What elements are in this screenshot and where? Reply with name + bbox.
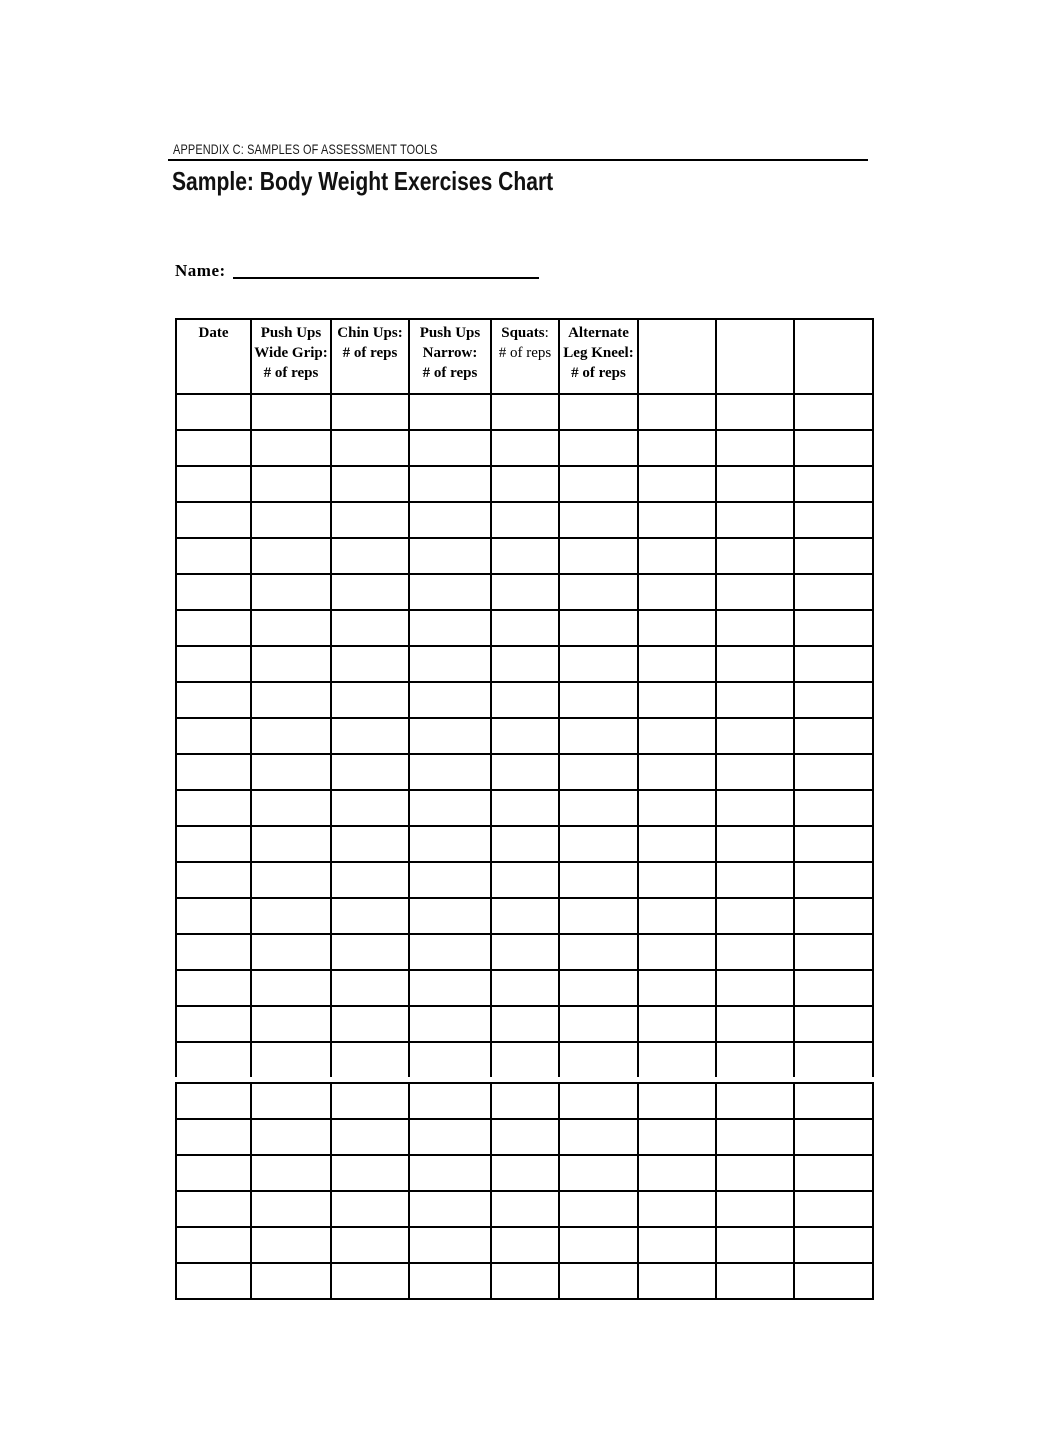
table-cell[interactable] bbox=[176, 1263, 251, 1299]
table-row bbox=[176, 934, 873, 970]
table-row bbox=[176, 1227, 873, 1263]
table-cell[interactable] bbox=[251, 1042, 331, 1077]
table-cell[interactable] bbox=[716, 1042, 794, 1077]
table-cell[interactable] bbox=[716, 502, 794, 538]
table-cell[interactable] bbox=[409, 718, 491, 754]
table-cell[interactable] bbox=[794, 718, 873, 754]
table-cell[interactable] bbox=[559, 934, 638, 970]
table-cell[interactable] bbox=[409, 898, 491, 934]
table-cell[interactable] bbox=[491, 682, 559, 718]
table-cell[interactable] bbox=[559, 1191, 638, 1227]
table-cell[interactable] bbox=[638, 1155, 716, 1191]
table-cell[interactable] bbox=[251, 610, 331, 646]
table-cell[interactable] bbox=[716, 682, 794, 718]
table-cell[interactable] bbox=[794, 646, 873, 682]
table-cell[interactable] bbox=[331, 718, 409, 754]
table-cell[interactable] bbox=[331, 574, 409, 610]
table-cell[interactable] bbox=[251, 430, 331, 466]
table-cell[interactable] bbox=[638, 790, 716, 826]
table-cell[interactable] bbox=[638, 646, 716, 682]
column-header-pushups-narrow bbox=[409, 319, 491, 394]
table-cell[interactable] bbox=[331, 1191, 409, 1227]
table-cell[interactable] bbox=[176, 898, 251, 934]
table-cell[interactable] bbox=[176, 502, 251, 538]
table-cell[interactable] bbox=[559, 898, 638, 934]
table-cell[interactable] bbox=[716, 718, 794, 754]
table-cell[interactable] bbox=[331, 898, 409, 934]
table-row bbox=[176, 754, 873, 790]
table-cell[interactable] bbox=[331, 1119, 409, 1155]
table-cell[interactable] bbox=[794, 1191, 873, 1227]
table-row bbox=[176, 1083, 873, 1119]
table-cell[interactable] bbox=[491, 1155, 559, 1191]
table-cell[interactable] bbox=[638, 934, 716, 970]
table-cell[interactable] bbox=[794, 574, 873, 610]
table-cell[interactable] bbox=[409, 1083, 491, 1119]
table-cell[interactable] bbox=[176, 1191, 251, 1227]
table-cell[interactable] bbox=[638, 1227, 716, 1263]
table-cell[interactable] bbox=[409, 502, 491, 538]
table-cell[interactable] bbox=[794, 862, 873, 898]
table-cell[interactable] bbox=[559, 1042, 638, 1077]
table-cell[interactable] bbox=[176, 538, 251, 574]
table-cell[interactable] bbox=[176, 682, 251, 718]
table-cell[interactable] bbox=[409, 790, 491, 826]
header-text: # of reps bbox=[571, 365, 626, 381]
table-cell[interactable] bbox=[176, 718, 251, 754]
table-cell[interactable] bbox=[331, 610, 409, 646]
page-title: Sample: Body Weight Exercises Chart bbox=[172, 166, 554, 196]
table-row bbox=[176, 790, 873, 826]
table-row bbox=[176, 538, 873, 574]
table-cell[interactable] bbox=[491, 826, 559, 862]
table-cell[interactable] bbox=[176, 862, 251, 898]
table-row bbox=[176, 826, 873, 862]
table-cell[interactable] bbox=[409, 682, 491, 718]
table-cell[interactable] bbox=[559, 1083, 638, 1119]
table-row bbox=[176, 1042, 873, 1077]
table-cell[interactable] bbox=[409, 610, 491, 646]
table-cell[interactable] bbox=[794, 1155, 873, 1191]
table-row bbox=[176, 898, 873, 934]
table-cell[interactable] bbox=[491, 1083, 559, 1119]
column-header-pushups-wide-grip bbox=[251, 319, 331, 394]
table-cell[interactable] bbox=[409, 646, 491, 682]
table-cell[interactable] bbox=[176, 934, 251, 970]
table-cell[interactable] bbox=[251, 1263, 331, 1299]
column-header-chinups bbox=[331, 319, 409, 394]
table-cell[interactable] bbox=[331, 682, 409, 718]
table-cell[interactable] bbox=[716, 754, 794, 790]
header-text: Leg Kneel: bbox=[563, 345, 634, 361]
table-cell[interactable] bbox=[409, 1263, 491, 1299]
table-cell[interactable] bbox=[251, 826, 331, 862]
table-cell[interactable] bbox=[638, 898, 716, 934]
table-row bbox=[176, 430, 873, 466]
table-cell[interactable] bbox=[251, 862, 331, 898]
table-cell[interactable] bbox=[716, 394, 794, 430]
table-cell[interactable] bbox=[331, 754, 409, 790]
table-cell[interactable] bbox=[559, 862, 638, 898]
exercise-chart-table bbox=[175, 318, 874, 1077]
table-cell[interactable] bbox=[559, 1263, 638, 1299]
name-label: Name: bbox=[175, 261, 226, 280]
table-cell[interactable] bbox=[176, 1042, 251, 1077]
table-cell[interactable] bbox=[491, 1191, 559, 1227]
table-cell[interactable] bbox=[176, 466, 251, 502]
table-cell[interactable] bbox=[559, 646, 638, 682]
table-cell[interactable] bbox=[491, 430, 559, 466]
table-cell[interactable] bbox=[251, 1083, 331, 1119]
table-cell[interactable] bbox=[638, 754, 716, 790]
column-header-date bbox=[176, 319, 251, 394]
table-cell[interactable] bbox=[716, 970, 794, 1006]
table-cell[interactable] bbox=[409, 1042, 491, 1077]
table-cell[interactable] bbox=[794, 1227, 873, 1263]
table-cell[interactable] bbox=[409, 1119, 491, 1155]
table-cell[interactable] bbox=[794, 610, 873, 646]
table-row bbox=[176, 610, 873, 646]
table-cell[interactable] bbox=[794, 1263, 873, 1299]
column-header-empty-2 bbox=[716, 319, 794, 394]
table-cell[interactable] bbox=[251, 502, 331, 538]
table-row bbox=[176, 1119, 873, 1155]
table-cell[interactable] bbox=[716, 1263, 794, 1299]
table-cell[interactable] bbox=[331, 430, 409, 466]
table-row bbox=[176, 646, 873, 682]
table-cell[interactable] bbox=[638, 538, 716, 574]
table-cell[interactable] bbox=[559, 682, 638, 718]
table-cell[interactable] bbox=[331, 1042, 409, 1077]
table-cell[interactable] bbox=[559, 574, 638, 610]
table-cell[interactable] bbox=[716, 862, 794, 898]
table-cell[interactable] bbox=[716, 574, 794, 610]
table-cell[interactable] bbox=[638, 574, 716, 610]
table-cell[interactable] bbox=[491, 1006, 559, 1042]
table-cell[interactable] bbox=[409, 934, 491, 970]
table-cell[interactable] bbox=[491, 934, 559, 970]
table-cell[interactable] bbox=[176, 970, 251, 1006]
table-row bbox=[176, 718, 873, 754]
column-header-empty-3 bbox=[794, 319, 873, 394]
table-cell[interactable] bbox=[716, 430, 794, 466]
table-cell[interactable] bbox=[638, 826, 716, 862]
table-cell[interactable] bbox=[409, 1006, 491, 1042]
table-row bbox=[176, 1263, 873, 1299]
header-text: # of reps bbox=[263, 365, 319, 381]
table-cell[interactable] bbox=[491, 1227, 559, 1263]
table-cell[interactable] bbox=[331, 1083, 409, 1119]
table-cell[interactable] bbox=[794, 934, 873, 970]
table-cell[interactable] bbox=[559, 1006, 638, 1042]
table-cell[interactable] bbox=[176, 430, 251, 466]
table-cell[interactable] bbox=[716, 790, 794, 826]
table-cell[interactable] bbox=[716, 1006, 794, 1042]
table-cell[interactable] bbox=[409, 826, 491, 862]
table-cell[interactable] bbox=[491, 790, 559, 826]
header-text: Alternate bbox=[568, 325, 629, 341]
table-cell[interactable] bbox=[176, 1227, 251, 1263]
table-cell[interactable] bbox=[176, 574, 251, 610]
table-body-section-1 bbox=[176, 394, 873, 1077]
table-cell[interactable] bbox=[716, 646, 794, 682]
table-cell[interactable] bbox=[559, 970, 638, 1006]
header-text: Wide Grip: bbox=[254, 345, 328, 361]
table-cell[interactable] bbox=[176, 1006, 251, 1042]
table-cell[interactable] bbox=[409, 538, 491, 574]
table-cell[interactable] bbox=[794, 970, 873, 1006]
table-cell[interactable] bbox=[409, 430, 491, 466]
table-cell[interactable] bbox=[251, 466, 331, 502]
table-cell[interactable] bbox=[559, 394, 638, 430]
table-cell[interactable] bbox=[638, 1263, 716, 1299]
table-cell[interactable] bbox=[251, 898, 331, 934]
table-cell[interactable] bbox=[331, 826, 409, 862]
table-cell[interactable] bbox=[251, 574, 331, 610]
table-cell[interactable] bbox=[559, 754, 638, 790]
table-cell[interactable] bbox=[409, 466, 491, 502]
header-text: Push Ups bbox=[419, 325, 481, 341]
table-cell[interactable] bbox=[176, 1119, 251, 1155]
table-cell[interactable] bbox=[794, 826, 873, 862]
table-cell[interactable] bbox=[638, 682, 716, 718]
table-cell[interactable] bbox=[559, 718, 638, 754]
table-cell[interactable] bbox=[331, 1155, 409, 1191]
table-cell[interactable] bbox=[491, 718, 559, 754]
table-cell[interactable] bbox=[409, 970, 491, 1006]
table-cell[interactable] bbox=[638, 1191, 716, 1227]
table-cell[interactable] bbox=[409, 574, 491, 610]
table-cell[interactable] bbox=[331, 970, 409, 1006]
table-cell[interactable] bbox=[176, 754, 251, 790]
table-cell[interactable] bbox=[251, 718, 331, 754]
column-header-squats bbox=[491, 319, 559, 394]
table-cell[interactable] bbox=[176, 646, 251, 682]
table-cell[interactable] bbox=[559, 790, 638, 826]
table-cell[interactable] bbox=[716, 1119, 794, 1155]
table-cell[interactable] bbox=[409, 1227, 491, 1263]
table-cell[interactable] bbox=[638, 502, 716, 538]
table-cell[interactable] bbox=[716, 1227, 794, 1263]
table-cell[interactable] bbox=[331, 862, 409, 898]
table-header-row bbox=[176, 319, 873, 394]
table-cell[interactable] bbox=[559, 466, 638, 502]
table-cell[interactable] bbox=[491, 574, 559, 610]
table-cell[interactable] bbox=[638, 1006, 716, 1042]
table-row bbox=[176, 862, 873, 898]
table-row bbox=[176, 466, 873, 502]
table-cell[interactable] bbox=[638, 610, 716, 646]
table-cell[interactable] bbox=[251, 754, 331, 790]
table-cell[interactable] bbox=[638, 1119, 716, 1155]
table-cell[interactable] bbox=[716, 538, 794, 574]
table-cell[interactable] bbox=[251, 646, 331, 682]
table-cell[interactable] bbox=[331, 646, 409, 682]
table-cell[interactable] bbox=[559, 538, 638, 574]
table-cell[interactable] bbox=[638, 1042, 716, 1077]
table-cell[interactable] bbox=[559, 502, 638, 538]
table-cell[interactable] bbox=[251, 1191, 331, 1227]
table-cell[interactable] bbox=[491, 394, 559, 430]
table-cell[interactable] bbox=[794, 430, 873, 466]
table-cell[interactable] bbox=[176, 826, 251, 862]
table-cell[interactable] bbox=[251, 970, 331, 1006]
table-cell[interactable] bbox=[716, 934, 794, 970]
header-rule bbox=[168, 159, 868, 161]
table-cell[interactable] bbox=[176, 1083, 251, 1119]
table-cell[interactable] bbox=[251, 1119, 331, 1155]
table-cell[interactable] bbox=[409, 754, 491, 790]
table-cell[interactable] bbox=[491, 502, 559, 538]
table-cell[interactable] bbox=[331, 1263, 409, 1299]
table-cell[interactable] bbox=[331, 790, 409, 826]
table-cell[interactable] bbox=[491, 898, 559, 934]
table-cell[interactable] bbox=[409, 394, 491, 430]
table-cell[interactable] bbox=[491, 1119, 559, 1155]
table-cell[interactable] bbox=[331, 934, 409, 970]
table-cell[interactable] bbox=[638, 862, 716, 898]
table-cell[interactable] bbox=[409, 1155, 491, 1191]
table-cell[interactable] bbox=[251, 1006, 331, 1042]
table-cell[interactable] bbox=[491, 754, 559, 790]
table-cell[interactable] bbox=[638, 430, 716, 466]
table-cell[interactable] bbox=[794, 898, 873, 934]
table-row bbox=[176, 574, 873, 610]
table-cell[interactable] bbox=[638, 394, 716, 430]
table-cell[interactable] bbox=[559, 1155, 638, 1191]
table-row bbox=[176, 1006, 873, 1042]
table-cell[interactable] bbox=[251, 1155, 331, 1191]
table-cell[interactable] bbox=[176, 394, 251, 430]
table-cell[interactable] bbox=[176, 790, 251, 826]
table-cell[interactable] bbox=[251, 1227, 331, 1263]
table-cell[interactable] bbox=[331, 1006, 409, 1042]
table-cell[interactable] bbox=[794, 1119, 873, 1155]
table-cell[interactable] bbox=[638, 718, 716, 754]
table-cell[interactable] bbox=[716, 610, 794, 646]
table-cell[interactable] bbox=[638, 970, 716, 1006]
table-cell[interactable] bbox=[176, 1155, 251, 1191]
header-text: : bbox=[544, 325, 549, 341]
table-cell[interactable] bbox=[331, 1227, 409, 1263]
table-cell[interactable] bbox=[794, 790, 873, 826]
table-cell[interactable] bbox=[491, 610, 559, 646]
table-cell[interactable] bbox=[409, 1191, 491, 1227]
table-row bbox=[176, 394, 873, 430]
table-row bbox=[176, 970, 873, 1006]
table-cell[interactable] bbox=[491, 970, 559, 1006]
table-cell[interactable] bbox=[716, 1083, 794, 1119]
table-cell[interactable] bbox=[716, 826, 794, 862]
table-cell[interactable] bbox=[794, 754, 873, 790]
table-cell[interactable] bbox=[491, 1042, 559, 1077]
table-cell[interactable] bbox=[559, 610, 638, 646]
header-text: # of reps bbox=[498, 345, 552, 361]
table-row bbox=[176, 682, 873, 718]
table-cell[interactable] bbox=[176, 610, 251, 646]
table-body-section-2 bbox=[176, 1083, 873, 1299]
table-cell[interactable] bbox=[716, 1191, 794, 1227]
table-cell[interactable] bbox=[794, 466, 873, 502]
table-cell[interactable] bbox=[491, 466, 559, 502]
table-cell[interactable] bbox=[716, 1155, 794, 1191]
table-cell[interactable] bbox=[794, 1006, 873, 1042]
table-row bbox=[176, 1191, 873, 1227]
column-header-empty-1 bbox=[638, 319, 716, 394]
header-text: Narrow: bbox=[422, 345, 478, 361]
table-cell[interactable] bbox=[559, 826, 638, 862]
table-cell[interactable] bbox=[251, 790, 331, 826]
table-cell[interactable] bbox=[491, 862, 559, 898]
table-cell[interactable] bbox=[794, 502, 873, 538]
table-cell[interactable] bbox=[794, 1042, 873, 1077]
table-cell[interactable] bbox=[716, 466, 794, 502]
appendix-header: APPENDIX C: SAMPLES OF ASSESSMENT TOOLS bbox=[173, 141, 438, 157]
table-cell[interactable] bbox=[251, 538, 331, 574]
table-cell[interactable] bbox=[331, 394, 409, 430]
table-cell[interactable] bbox=[794, 1083, 873, 1119]
table-cell[interactable] bbox=[638, 1083, 716, 1119]
table-cell[interactable] bbox=[794, 394, 873, 430]
table-cell[interactable] bbox=[716, 898, 794, 934]
table-cell[interactable] bbox=[409, 862, 491, 898]
header-text: Push Ups bbox=[260, 325, 322, 341]
table-cell[interactable] bbox=[638, 466, 716, 502]
exercise-chart-table-continued bbox=[175, 1082, 874, 1300]
table-row bbox=[176, 502, 873, 538]
table-row bbox=[176, 1155, 873, 1191]
name-blank-line[interactable] bbox=[233, 277, 539, 279]
column-header-alternate-leg-kneel bbox=[559, 319, 638, 394]
header-text: Squats bbox=[501, 325, 545, 341]
table-cell[interactable] bbox=[794, 682, 873, 718]
header-text: # of reps bbox=[342, 345, 398, 361]
table-cell[interactable] bbox=[559, 1227, 638, 1263]
table-cell[interactable] bbox=[559, 1119, 638, 1155]
header-text: Chin Ups: bbox=[337, 325, 403, 341]
table-cell[interactable] bbox=[251, 682, 331, 718]
header-text: Date bbox=[198, 325, 229, 341]
table-cell[interactable] bbox=[491, 1263, 559, 1299]
table-cell[interactable] bbox=[251, 394, 331, 430]
table-cell[interactable] bbox=[491, 538, 559, 574]
table-cell[interactable] bbox=[559, 430, 638, 466]
table-cell[interactable] bbox=[491, 646, 559, 682]
table-cell[interactable] bbox=[331, 538, 409, 574]
table-cell[interactable] bbox=[794, 538, 873, 574]
header-text: # of reps bbox=[422, 365, 478, 381]
table-cell[interactable] bbox=[331, 502, 409, 538]
table-cell[interactable] bbox=[331, 466, 409, 502]
table-cell[interactable] bbox=[251, 934, 331, 970]
